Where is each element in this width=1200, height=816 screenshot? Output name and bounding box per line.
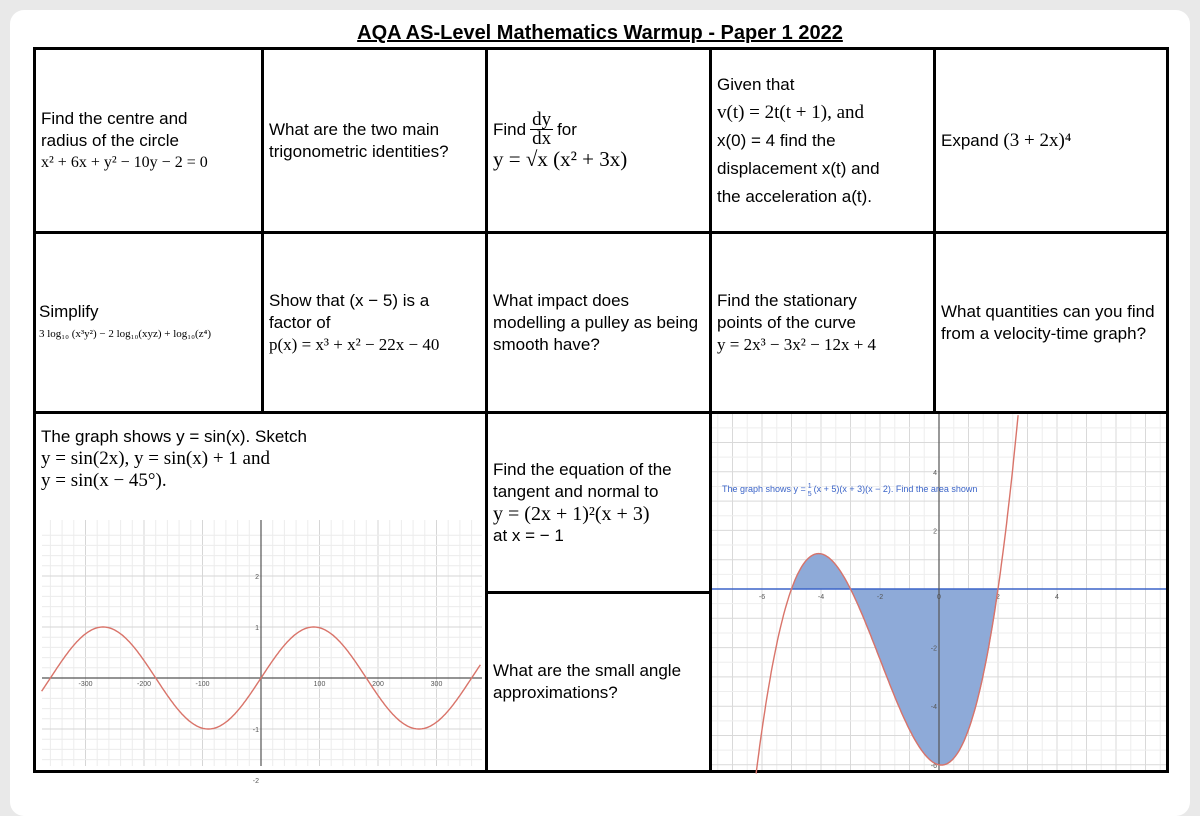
y-tick-label: 2 bbox=[255, 574, 259, 581]
q5-equation: (3 + 2x)⁴ bbox=[1003, 129, 1072, 151]
q4-l4: displacement x(t) and bbox=[717, 158, 880, 178]
q12-equation: y = (2x + 1)²(x + 3) bbox=[493, 502, 650, 525]
q13-text: What are the small angle approximations? bbox=[493, 661, 682, 702]
q10-text: What quantities can you find from a velocity-time graph? bbox=[941, 301, 1155, 343]
question-circle bbox=[36, 50, 261, 231]
q9-equation: y = 2x³ − 3x² − 12x + 4 bbox=[717, 334, 877, 354]
q2-text: What are the two main trigonometric identities? bbox=[269, 119, 449, 161]
cubic-graph bbox=[712, 414, 1166, 770]
q6-text: Simplify bbox=[39, 301, 99, 321]
q3-derivative bbox=[530, 111, 553, 148]
q3-den: dx bbox=[532, 128, 552, 149]
q3-num: dy bbox=[532, 109, 552, 130]
x-tick-label: 300 bbox=[430, 681, 443, 688]
cubic-axes bbox=[712, 414, 1166, 770]
q9-l2: points of the curve bbox=[717, 312, 856, 332]
x-tick-label: 4 bbox=[1055, 594, 1059, 601]
q11-l1: The graph shows y = sin(x). Sketch bbox=[41, 427, 307, 446]
q7-l2: factor of bbox=[269, 312, 331, 332]
x-tick-label: -6 bbox=[758, 594, 766, 601]
sine-graph bbox=[42, 520, 482, 785]
q1-line1: Find the centre and bbox=[41, 108, 188, 128]
y-tick-label: 1 bbox=[255, 625, 259, 632]
q4-l3: x(0) = 4 find the bbox=[717, 130, 836, 150]
y-tick-label: -2 bbox=[252, 778, 259, 785]
x-tick-label: -2 bbox=[876, 594, 884, 601]
question-velocity-time bbox=[936, 234, 1166, 411]
q3-equation: y = √x (x² + 3x) bbox=[493, 147, 628, 171]
q4-l1: Given that bbox=[717, 74, 795, 94]
x-tick-label: -200 bbox=[136, 681, 152, 688]
question-tangent-normal bbox=[488, 414, 709, 591]
q5-text: Expand bbox=[941, 130, 999, 150]
q11-l3: y = sin(x − 45°). bbox=[41, 470, 167, 491]
q1-equation: x² + 6x + y² − 10y − 2 = 0 bbox=[41, 153, 208, 171]
y-tick-label: -4 bbox=[930, 704, 937, 712]
q7-equation: p(x) = x³ + x² − 22x − 40 bbox=[269, 334, 440, 354]
question-grid bbox=[33, 47, 1169, 785]
x-tick-label: -300 bbox=[78, 681, 93, 688]
y-tick-label: 4 bbox=[933, 469, 937, 477]
y-tick-label: -2 bbox=[930, 645, 937, 653]
q9-l1: Find the stationary bbox=[717, 290, 857, 310]
x-tick-label: 2 bbox=[996, 594, 1000, 601]
q6-equation: 3 log₁₀ (x³y²) − 2 log₁₀(xyz) + log₁₀(z⁴) bbox=[39, 327, 212, 340]
question-expand bbox=[936, 50, 1166, 231]
q12-l1: Find the equation of the bbox=[493, 459, 672, 479]
q4-l5: the acceleration a(t). bbox=[717, 186, 872, 206]
q8-text: What impact does modelling a pulley as being smooth have? bbox=[493, 290, 699, 354]
question-kinematics bbox=[712, 50, 933, 231]
question-differentiate bbox=[488, 50, 709, 231]
y-tick-label: -6 bbox=[930, 762, 937, 770]
question-factor bbox=[264, 234, 485, 411]
q3-for: for bbox=[557, 119, 577, 139]
cubic-caption: The graph shows y = $^1$ 5(x + 5)(x + 3)(x − 2). Find the area shown bbox=[722, 483, 978, 498]
x-tick-label: 100 bbox=[313, 681, 326, 688]
question-logs bbox=[36, 234, 261, 411]
x-tick-label: -4 bbox=[817, 594, 825, 601]
worksheet-title: AQA AS-Level Mathematics Warmup - Paper 1 2022 bbox=[357, 22, 843, 44]
question-small-angle bbox=[488, 594, 709, 770]
q12-l2: tangent and normal to bbox=[493, 481, 659, 501]
q1-line2: radius of the circle bbox=[41, 130, 179, 150]
x-tick-label: 200 bbox=[372, 681, 384, 688]
y-tick-label: -1 bbox=[252, 727, 259, 734]
question-sine-sketch bbox=[36, 414, 485, 524]
x-tick-label: 0 bbox=[937, 594, 941, 601]
y-tick-label: 2 bbox=[933, 528, 937, 536]
q3-find: Find bbox=[493, 119, 527, 139]
q11-l2: y = sin(2x), y = sin(x) + 1 and bbox=[41, 448, 270, 469]
q4-l2: v(t) = 2t(t + 1), and bbox=[717, 101, 865, 123]
question-pulley bbox=[488, 234, 709, 411]
question-trig-identities bbox=[264, 50, 485, 231]
q12-l4: at x = − 1 bbox=[493, 525, 564, 545]
x-tick-label: -100 bbox=[195, 681, 210, 688]
question-stationary bbox=[712, 234, 933, 411]
q7-l1: Show that (x − 5) is a bbox=[269, 290, 430, 310]
